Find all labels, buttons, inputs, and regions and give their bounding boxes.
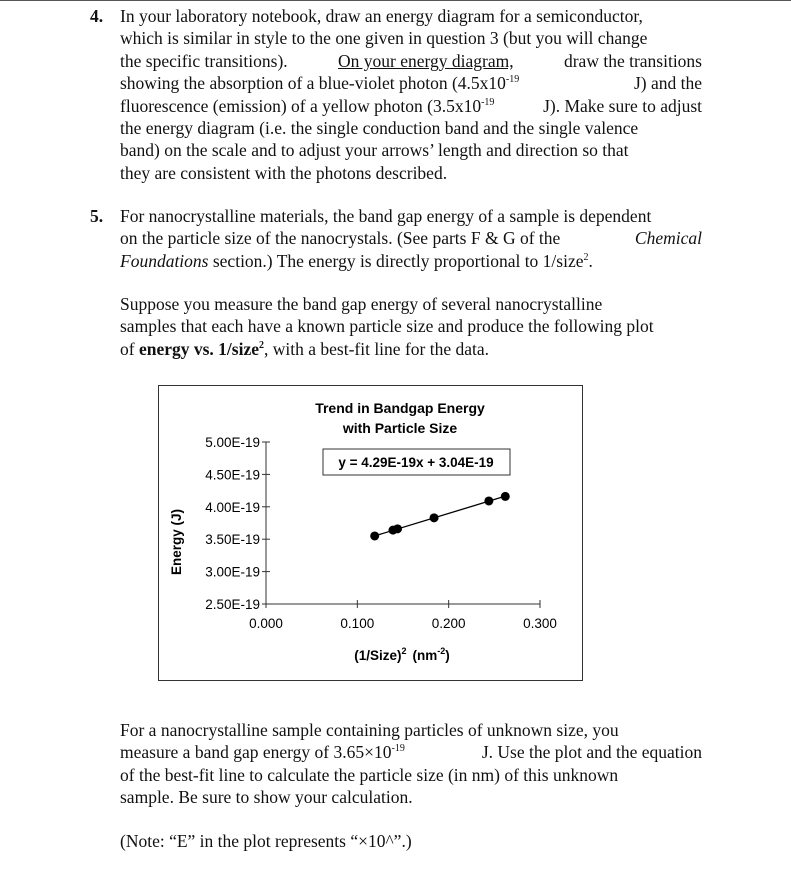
q4-line-4a: showing the absorption of a blue-violet photon (4.5x10 xyxy=(120,73,506,94)
q4-line-1: In your laboratory notebook, draw an energy diagram for a semiconductor, xyxy=(120,6,643,26)
q5-line-2-italic: Chemical xyxy=(634,228,702,249)
x-tick-label: 0.300 xyxy=(523,616,557,631)
x-tick-label: 0.000 xyxy=(249,616,283,631)
data-point xyxy=(393,524,402,533)
x-label-close: ) xyxy=(445,648,450,663)
q4-line-3-end: draw the transitions xyxy=(563,50,702,71)
x-label-main: (1/Size) xyxy=(354,648,402,663)
q5-line-3-end: . xyxy=(588,250,593,271)
q5-line-3a: section.) The energy is directly proportional to 1/size xyxy=(212,250,584,271)
y-tick-label: 5.00E-19 xyxy=(205,435,260,450)
data-point xyxy=(501,492,510,501)
q5-p2-line-3-exp: 2 xyxy=(259,339,264,351)
y-axis-label: Energy (J) xyxy=(169,508,184,576)
bandgap-chart xyxy=(158,385,583,681)
q5-line-3 xyxy=(120,250,702,272)
q5-p2-line-3-bold xyxy=(139,339,264,359)
y-tick-label: 4.50E-19 xyxy=(205,467,260,483)
chart-svg xyxy=(159,386,582,680)
y-tick-label: 4.00E-19 xyxy=(205,499,260,515)
x-label-unit: (nm xyxy=(412,648,438,663)
x-label-exp1: 2 xyxy=(401,646,407,656)
y-tick-label: 3.00E-19 xyxy=(205,564,260,580)
q4-line-5-wrap xyxy=(120,95,494,117)
q5-p2-line-1: Suppose you measure the band gap energy of several nanocrystalline xyxy=(120,294,603,314)
q5-p3-line-4: sample. Be sure to show your calculation. xyxy=(120,787,413,808)
q4-line-7: band) on the scale and to adjust your arrows’ length and direction so that xyxy=(120,140,629,161)
q4-line-3 xyxy=(120,50,702,72)
data-point xyxy=(484,496,493,505)
q5-line-3-italic: Foundations xyxy=(120,250,209,271)
q4-line-6: the energy diagram (i.e. the single conduction band and the single valence xyxy=(120,118,639,139)
q5-p3-line-3: of the best-fit line to calculate the particle size (in nm) of this unknown xyxy=(120,764,619,785)
q5-p2-line-3 xyxy=(120,338,702,360)
q5-p3-line-2b: J. Use the plot and the equation xyxy=(481,742,702,763)
q5-p3-line-2-exp: -19 xyxy=(391,743,405,755)
q4-line-4b: J) and the xyxy=(633,73,702,94)
chart-title-line-1: Trend in Bandgap Energy xyxy=(315,400,485,416)
data-point xyxy=(370,531,379,540)
q4-line-3-underlined: On your energy diagram, xyxy=(338,50,514,71)
x-tick-label: 0.100 xyxy=(340,616,375,631)
q4-line-5b: J). Make sure to adjust xyxy=(543,95,702,116)
q5-p2-line-3a: of xyxy=(120,338,135,359)
y-tick-label: 3.50E-19 xyxy=(205,532,260,548)
x-tick-label: 0.200 xyxy=(431,616,466,631)
equation-label: y = 4.29E-19x + 3.04E-19 xyxy=(338,455,494,470)
chart-title xyxy=(315,400,485,436)
question-4-number: 4. xyxy=(90,6,104,26)
q4-line-5 xyxy=(120,95,702,117)
x-label-exp2: -2 xyxy=(437,646,446,656)
chart-title-line-2: with Particle Size xyxy=(342,420,458,436)
q4-line-3-start: the specific transitions). xyxy=(120,50,288,71)
q4-line-5-exp: -19 xyxy=(481,96,495,108)
q4-line-4 xyxy=(120,72,702,94)
q5-p3-line-2 xyxy=(120,741,702,763)
q5-line-2 xyxy=(120,227,702,249)
plot-note: (Note: “E” in the plot represents “×10^”.) xyxy=(120,831,412,851)
q5-line-1: For nanocrystalline materials, the band gap energy of a sample is dependent xyxy=(120,206,652,226)
q4-line-2: which is similar in style to the one given in question 3 (but you will change xyxy=(120,28,648,49)
x-axis-label xyxy=(354,646,450,663)
q4-line-4-exp: -19 xyxy=(505,74,520,86)
page-top-rule xyxy=(0,0,791,1)
question-5-task xyxy=(120,719,702,809)
q5-line-2-text: on the particle size of the nanocrystals. (See parts F & G of the xyxy=(120,228,561,249)
q5-p2-line-3-end: , with a best-fit line for the data. xyxy=(264,338,489,359)
question-5-number: 5. xyxy=(90,206,104,226)
q5-p3-line-2a: measure a band gap energy of 3.65×10 xyxy=(120,742,392,763)
q4-line-8: they are consistent with the photons described. xyxy=(120,162,448,183)
question-5-intro xyxy=(120,205,702,272)
data-point xyxy=(430,513,439,522)
q5-p2-bold-text: energy vs. 1/size xyxy=(138,338,259,359)
question-5-plot-description xyxy=(120,293,702,360)
q5-p3-line-2-wrap xyxy=(120,741,405,763)
y-tick-label: 2.50E-19 xyxy=(205,597,260,612)
q4-line-4-wrap xyxy=(120,72,519,94)
q5-p2-line-2: samples that each have a known particle size and produce the following plot xyxy=(120,316,654,337)
q5-line-3-exp: 2 xyxy=(583,251,589,263)
q5-p3-line-1: For a nanocrystalline sample containing particles of unknown size, you xyxy=(120,720,619,740)
question-4-text xyxy=(120,5,702,184)
q4-line-5a: fluorescence (emission) of a yellow photon (3.5x10 xyxy=(120,95,482,116)
